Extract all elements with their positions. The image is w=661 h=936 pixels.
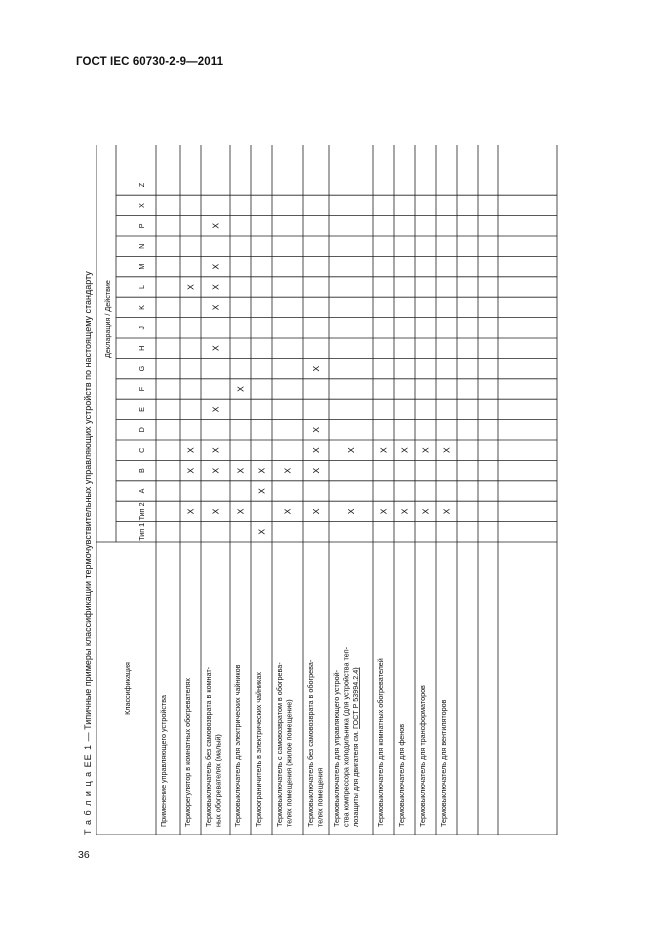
- cell-mark: X: [256, 488, 267, 494]
- cell-mark: X: [399, 508, 410, 515]
- cell-mark: X: [282, 508, 293, 515]
- row-label: Термоограничитель в электрических чайниках: [254, 672, 263, 827]
- row-label: ства компрессора холодильника (для устройства теп-: [341, 646, 351, 827]
- page-number: 36: [78, 849, 90, 861]
- cell-mark: X: [185, 284, 196, 290]
- cell-mark: X: [210, 508, 221, 515]
- column-header: Тип 1: [137, 522, 146, 541]
- cell-mark: X: [378, 508, 389, 515]
- column-header: K: [137, 305, 146, 310]
- column-header: Z: [137, 182, 146, 188]
- cell-mark: X: [441, 508, 452, 515]
- classification-header: Классификация: [123, 662, 132, 715]
- column-header: P: [137, 223, 146, 229]
- row-label: Термовыключатель для электрических чайников: [233, 664, 242, 827]
- column-header: G: [137, 365, 146, 372]
- cell-mark: X: [378, 447, 389, 454]
- row-label: лозащиты для двигателя см. ГОСТ Р 53994.2.4): [351, 667, 360, 827]
- row-label: Термовыключатель для управляющего устрой-: [332, 669, 341, 827]
- declaration-header: Декларация / Действие: [103, 280, 112, 358]
- document-header: ГОСТ IEC 60730-2-9—2011: [76, 56, 224, 68]
- cell-mark: X: [256, 467, 267, 474]
- row-label: ных обогревателях (малый): [213, 734, 223, 827]
- row-label: Термовыключатель для вентиляторов: [439, 699, 448, 827]
- cell-mark: X: [346, 508, 356, 515]
- table-caption: [83, 271, 93, 835]
- cell-mark: X: [235, 467, 246, 474]
- row-label: Термовыключатель для комнатных обогревателей: [376, 658, 385, 827]
- cell-mark: X: [210, 222, 221, 229]
- row-label: телях помещения: [315, 767, 325, 827]
- row-label: Термовыключатель для трансформаторов: [418, 685, 427, 827]
- cell-mark: X: [311, 447, 321, 454]
- row-label: телях помещения (жилое помещение): [284, 699, 294, 827]
- column-header: F: [137, 386, 146, 392]
- row-label: Применение управляющего устройства: [159, 695, 168, 827]
- column-header: H: [137, 345, 146, 351]
- column-header: X: [137, 203, 146, 208]
- cell-mark: X: [185, 447, 196, 454]
- caption-prefix: Т а б л и ц а ЕЕ 1: [83, 743, 93, 835]
- cell-mark: X: [346, 447, 356, 454]
- cell-mark: X: [210, 406, 221, 413]
- cell-mark: X: [210, 467, 221, 474]
- cell-mark: X: [210, 284, 221, 290]
- cell-mark: X: [210, 304, 221, 311]
- column-header: M: [137, 263, 146, 270]
- cell-mark: X: [185, 508, 196, 515]
- cell-mark: X: [420, 508, 431, 515]
- cell-mark: X: [210, 345, 221, 352]
- caption-text: — Типичные примеры классификации термочувствительных управляющих устройств по настоящему стандарту: [83, 271, 93, 744]
- row-label: Термовыключатель для фенов: [397, 723, 406, 827]
- column-header: N: [137, 243, 146, 249]
- cell-mark: X: [282, 467, 293, 474]
- cell-mark: X: [256, 528, 267, 535]
- classification-table: [96, 145, 661, 835]
- column-header: D: [137, 427, 146, 433]
- column-header: B: [137, 468, 146, 473]
- cell-mark: X: [311, 508, 321, 515]
- cell-mark: X: [441, 447, 452, 454]
- cell-mark: X: [311, 467, 321, 474]
- row-label: Терморегулятор в комнатных обогревателях: [183, 677, 192, 827]
- cell-mark: X: [311, 365, 321, 372]
- column-header: L: [137, 285, 146, 289]
- cell-mark: X: [210, 263, 221, 270]
- cell-mark: X: [235, 508, 246, 515]
- column-header: Тип 2: [137, 502, 146, 521]
- rotated-table-block: [82, 145, 452, 835]
- cell-mark: X: [311, 426, 321, 433]
- cell-mark: X: [185, 467, 196, 474]
- column-header: E: [137, 407, 146, 412]
- cell-mark: X: [399, 447, 410, 454]
- cell-mark: X: [210, 447, 221, 454]
- row-label: Термовыключатель без самовозврата в обогрева-: [306, 659, 315, 827]
- column-header: J: [137, 326, 146, 330]
- row-label: Термовыключатель без самовозврата в комнат-: [204, 666, 213, 827]
- cell-mark: X: [420, 447, 431, 454]
- column-header: A: [137, 488, 146, 494]
- standard-link[interactable]: ГОСТ Р 53994.2.4): [351, 667, 360, 729]
- cell-mark: X: [235, 386, 246, 392]
- row-label: Термовыключатель с самовозвратом в обогрева-: [275, 662, 284, 827]
- column-header: C: [137, 447, 146, 453]
